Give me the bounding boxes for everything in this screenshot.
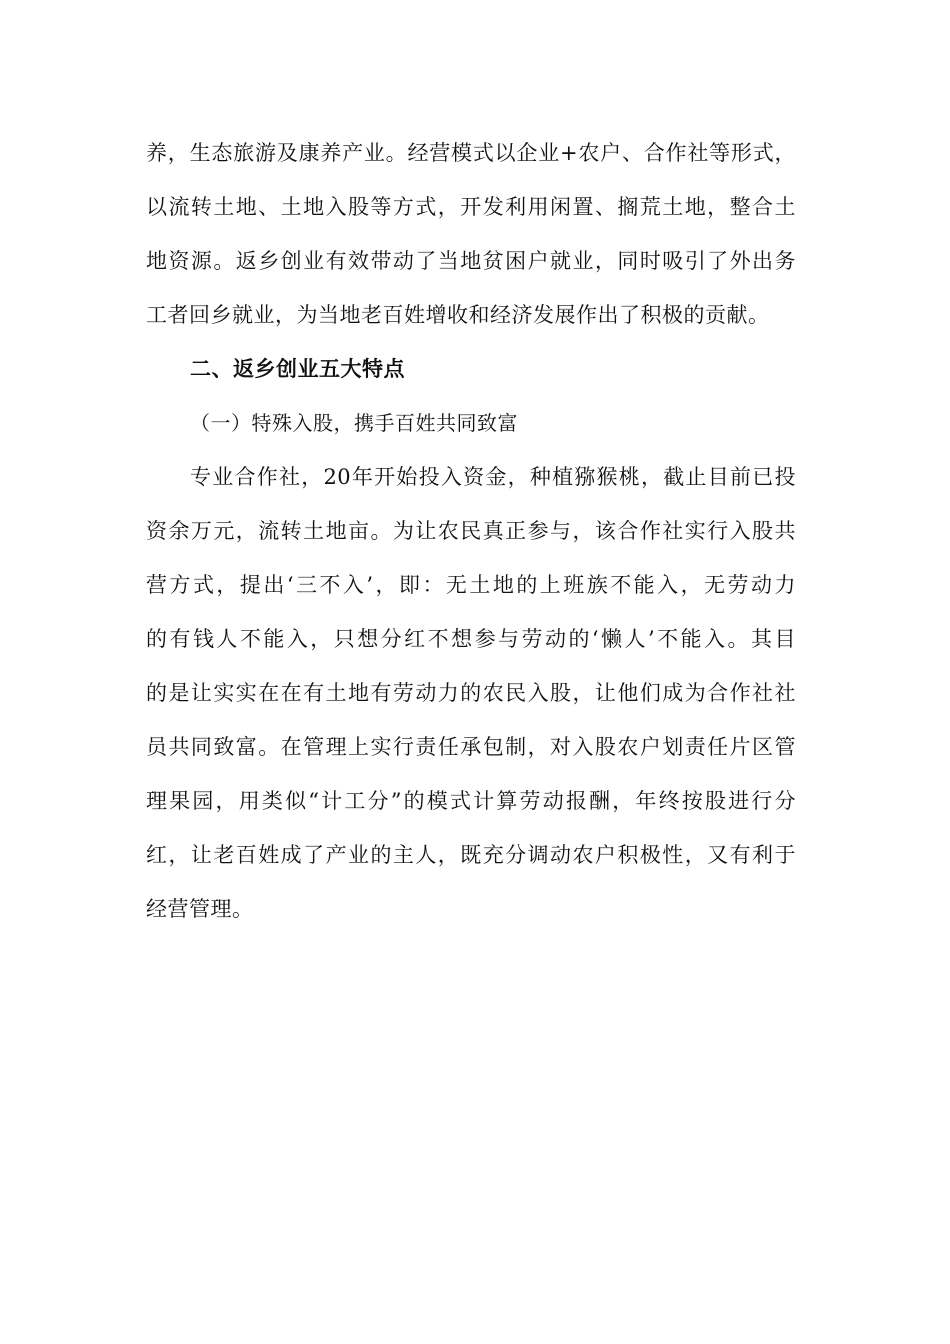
section-heading: 二、返乡创业五大特点 — [190, 357, 405, 381]
text-line: 以流转土地、土地入股等方式，开发利用闲置、搁荒土地，整合土 — [146, 195, 796, 219]
paragraph-body — [146, 450, 796, 936]
text-line: 的是让实实在在有土地有劳动力的农民入股，让他们成为合作社社 — [146, 681, 796, 705]
text-line: 养，生态旅游及康养产业。经营模式以企业+农户、合作社等形式， — [146, 141, 796, 165]
text-line: 的有钱人不能入，只想分红不想参与劳动的‘懒人’不能入。其目 — [146, 627, 796, 651]
paragraph-continued — [146, 126, 796, 342]
subsection-heading: （一）特殊入股，携手百姓共同致富 — [190, 411, 518, 435]
text-line: 红，让老百姓成了产业的主人，既充分调动农户积极性，又有利于 — [146, 843, 796, 867]
text-line: 地资源。返乡创业有效带动了当地贫困户就业，同时吸引了外出务 — [146, 249, 796, 273]
text-line: 员共同致富。在管理上实行责任承包制，对入股农户划责任片区管 — [146, 735, 796, 759]
text-line: 专业合作社，20年开始投入资金，种植猕猴桃，截止目前已投 — [190, 465, 796, 489]
text-line: 理果园，用类似“计工分”的模式计算劳动报酬，年终按股进行分 — [146, 789, 796, 813]
text-line: 资余万元，流转土地亩。为让农民真正参与，该合作社实行入股共 — [146, 519, 796, 543]
text-line: 营方式，提出‘三不入’，即：无土地的上班族不能入，无劳动力 — [146, 573, 796, 597]
text-line: 工者回乡就业，为当地老百姓增收和经济发展作出了积极的贡献。 — [146, 303, 770, 327]
document-page — [146, 126, 796, 936]
text-line: 经营管理。 — [146, 897, 254, 921]
